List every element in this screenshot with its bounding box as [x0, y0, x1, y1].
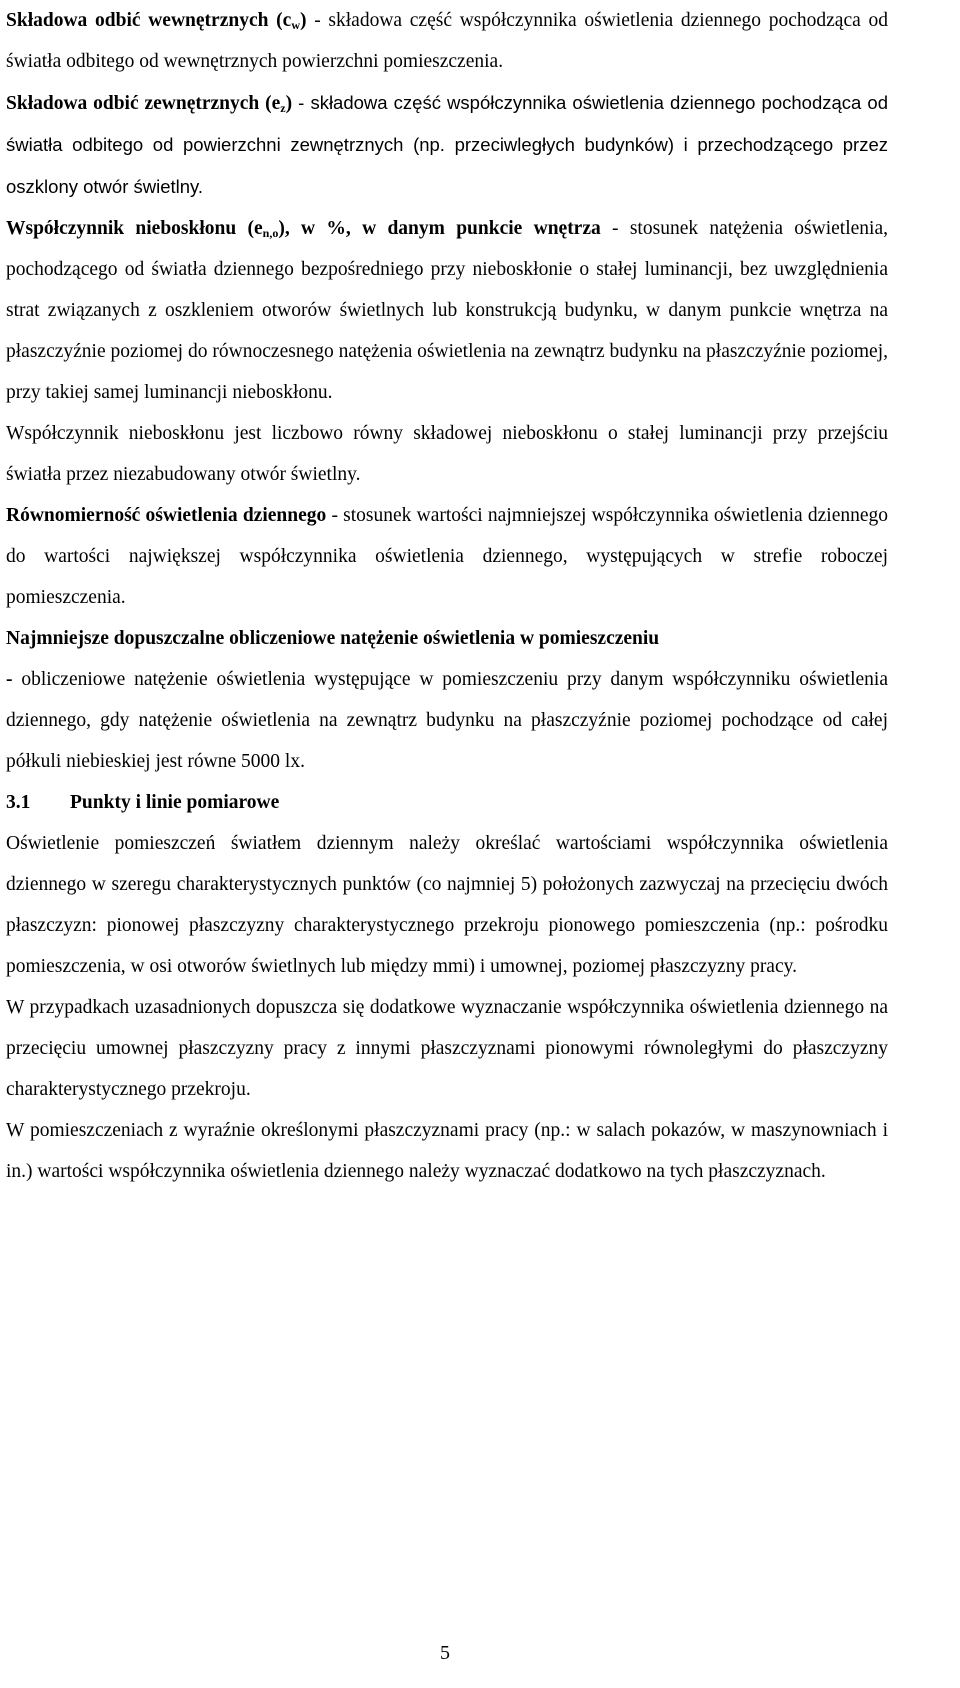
definition-min-illuminance: Najmniejsze dopuszczalne obliczeniowe natężenie oświetlenia w pomieszczeniu - obliczeniowe natężenie oświetlenia występujące w pomieszczeniu przy danym współczynniku oświetlenia dziennego, gdy natężenie oświetlenia na zewnątrz budynku na płaszczyźnie poziomej pochodzące od całej półkuli niebieskiej jest równe 5000 lx.	[6, 618, 888, 782]
definition-uniformity: Równomierność oświetlenia dziennego - stosunek wartości najmniejszej współczynnika oświetlenia dziennego do wartości największej współczynnika oświetlenia dziennego, występujących w strefie roboczej pomieszczenia.	[6, 505, 889, 608]
term-uniformity: Równomierność oświetlenia dziennego	[6, 505, 327, 526]
term-sky-factor: Współczynnik nieboskłonu $(e_{n,o})$, w %, w danym punkcie wnętrza	[6, 218, 601, 240]
section-title: Punkty i linie pomiarowe	[70, 792, 280, 813]
page-number: 5	[440, 1642, 450, 1664]
section-paragraph-3: W pomieszczeniach z wyraźnie określonymi płaszczyznami pracy (np.: w salach pokazów, w maszynowniach i in.) wartości współczynnika oświetlenia dziennego należy wyznaczać dodatkowo na tych płaszczyznach.	[6, 1120, 888, 1182]
term-internal-reflection: Składowa odbić wewnętrznych $(c_w)$	[6, 10, 307, 32]
section-paragraph-2: W przypadkach uzasadnionych dopuszcza się dodatkowe wyznaczanie współczynnika oświetlenia dziennego na przecięciu umownej płaszczyzny pracy z innymi płaszczyznami pionowymi równoległymi do płaszczyzny charakterystycznego przekroju.	[6, 997, 888, 1100]
document-page	[6, 0, 888, 1192]
term-external-reflection: Składowa odbić zewnętrznych $(e_z)$	[6, 93, 293, 115]
definition-external-reflection: Składowa odbić zewnętrznych $(e_z)$ - składowa część współczynnika oświetlenia dziennego pochodząca od światła odbitego od powierzchni zewnętrznych (np. przeciwległych budynków) i przechodzącego przez oszklony otwór świetlny.	[6, 92, 888, 197]
definition-internal-reflection: Składowa odbić wewnętrznych $(c_w)$ - składowa część współczynnika oświetlenia dziennego pochodząca od światła odbitego od wewnętrznych powierzchni pomieszczenia.	[6, 10, 888, 72]
section-number: 3.1	[6, 792, 31, 813]
section-heading	[6, 782, 888, 823]
sky-factor-note: Współczynnik nieboskłonu jest liczbowo równy składowej nieboskłonu o stałej luminancji przy przejściu światła przez niezabudowany otwór świetlny.	[6, 423, 888, 485]
definition-sky-factor: Współczynnik nieboskłonu $(e_{n,o})$, w %, w danym punkcie wnętrza - stosunek natężenia oświetlenia, pochodzącego od światła dziennego bezpośredniego przy nieboskłonie o stałej luminancji, bez uwzględnienia strat związanych z oszkleniem otworów świetlnych lub konstrukcją budynku, w danym punkcie wnętrza na płaszczyźnie poziomej do równoczesnego natężenia oświetlenia na zewnątrz budynku na płaszczyźnie poziomej, przy takiej samej luminancji nieboskłonu.	[6, 218, 888, 403]
section-paragraph-1: Oświetlenie pomieszczeń światłem dziennym należy określać wartościami współczynnika oświetlenia dziennego w szeregu charakterystycznych punktów (co najmniej 5) położonych zazwyczaj na przecięciu dwóch płaszczyzn: pionowej płaszczyzny charakterystycznego przekroju pionowego pomieszczenia (np.: pośrodku pomieszczenia, w osi otworów świetlnych lub między mmi) i umownej, poziomej płaszczyzny pracy.	[6, 833, 888, 977]
definition-dash: -	[6, 669, 13, 690]
term-min-illuminance: Najmniejsze dopuszczalne obliczeniowe natężenie oświetlenia w pomieszczeniu	[6, 628, 660, 649]
